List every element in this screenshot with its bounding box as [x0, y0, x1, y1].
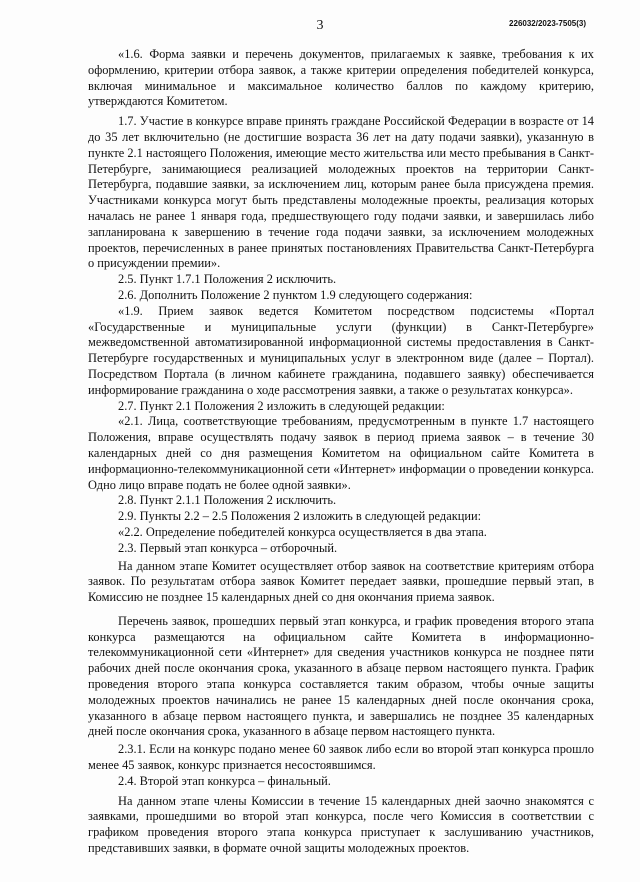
- paragraph-2-2: «2.2. Определение победителей конкурса осуществляется в два этапа.: [118, 524, 487, 539]
- document-code: 226032/2023-7505(3): [509, 19, 586, 28]
- paragraph-1-7: 1.7. Участие в конкурсе вправе принять граждане Российской Федерации в возрасте от 14 до 35 лет включительно (не достигшие возраста 36 лет на дату подачи заявки), указанную в пункте 2.1 настоящего Положения, имеющие место жительства или место пребывания в Санкт-Петербурге, занимающиеся реализацией молодежных проектов на территории Санкт-Петербурга, подавшие заявки, за исключением лиц, которым ранее была присуждена премия. Участниками конкурса могут быть представлены молодежные проекты, реализация которых началась не ранее 1 января года, предшествующего году подачи заявки, и завершилась либо запланирована к завершению в течение года подачи заявки, за исключением молодежных проектов, перечисленных в ранее принятых постановлениях Правительства Санкт-Петербурга о присуждении премии».: [88, 114, 594, 271]
- paragraph-second-stage-schedule: Перечень заявок, прошедших первый этап конкурса, и график проведения второго этапа конкурса размещаются на официальном сайте Комитета в информационно-телекоммуникационной сети «Интернет» для сведения участников конкурса не позднее пяти рабочих дней после окончания срока, указанного в абзаце первом настоящего пункта. График проведения второго этапа конкурса составляется таким образом, чтобы очные защиты молодежных проектов начинались не ранее 15 календарных дней после окончания срока, указанного в абзаце первом настоящего пункта, и завершались не позднее 35 календарных дней после окончания срока, указанного в абзаце первом настоящего пункта.: [88, 613, 594, 739]
- paragraph-final-stage: На данном этапе члены Комиссии в течение 15 календарных дней заочно знакомятся с заявками, прошедшими во второй этап конкурса, после чего Комиссия в соответствии с графиком проведения второго этапа конкурса приступает к заслушиванию участников, представивших заявки, в формате очной защиты молодежных проектов.: [88, 793, 594, 856]
- paragraph-1-9: «1.9. Прием заявок ведется Комитетом посредством подсистемы «Портал «Государственные и муниципальные услуги (функции) в Санкт-Петербурге» межведомственной автоматизированной информационной системы предоставления в Санкт-Петербурге государственных и муниципальных услуг в электронном виде (далее – Портал). Посредством Портала (в личном кабинете гражданина, подавшего заявку) обеспечивается информирование гражданина о ходе рассмотрения заявки, а также о результатах конкурса».: [88, 303, 594, 397]
- paragraph-2-1: «2.1. Лица, соответствующие требованиям, предусмотренным в пункте 1.7 настоящего Положения, вправе осуществлять подачу заявок в период приема заявок – в течение 30 календарных дней со дня размещения Комитетом на официальном сайте Комитета в информационно-телекоммуникационной сети «Интернет» информации о проведении конкурса. Одно лицо вправе подать не более одной заявки».: [88, 414, 594, 492]
- paragraph-2-6: 2.6. Дополнить Положение 2 пунктом 1.9 следующего содержания:: [118, 287, 473, 302]
- paragraph-2-8: 2.8. Пункт 2.1.1 Положения 2 исключить.: [118, 493, 337, 508]
- paragraph-2-7: 2.7. Пункт 2.1 Положения 2 изложить в следующей редакции:: [118, 398, 445, 413]
- paragraph-first-stage: На данном этапе Комитет осуществляет отбор заявок на соответствие критериям отбора заявок. По результатам отбора заявок Комитет передает заявки, прошедшие первый этап, в Комиссию не позднее 15 календарных дней со дня окончания приема заявок.: [88, 558, 594, 605]
- paragraph-1-6: «1.6. Форма заявки и перечень документов, прилагаемых к заявке, требования к их оформлению, критерии отбора заявок, а также критерии определения победителей конкурса, включая минимальное и максимальное количество баллов по каждому критерию, утверждаются Комитетом.: [88, 47, 594, 109]
- paragraph-2-3-1: 2.3.1. Если на конкурс подано менее 60 заявок либо если во второй этап конкурса прошло менее 45 заявок, конкурс признается несостоявшимся.: [88, 742, 594, 773]
- paragraph-2-3: 2.3. Первый этап конкурса – отборочный.: [118, 540, 338, 555]
- paragraph-2-4: 2.4. Второй этап конкурса – финальный.: [118, 773, 331, 788]
- page-number: 3: [316, 18, 324, 33]
- paragraph-2-5: 2.5. Пункт 1.7.1 Положения 2 исключить.: [118, 272, 337, 287]
- paragraph-2-9: 2.9. Пункты 2.2 – 2.5 Положения 2 изложить в следующей редакции:: [118, 509, 482, 524]
- document-body: [88, 47, 594, 857]
